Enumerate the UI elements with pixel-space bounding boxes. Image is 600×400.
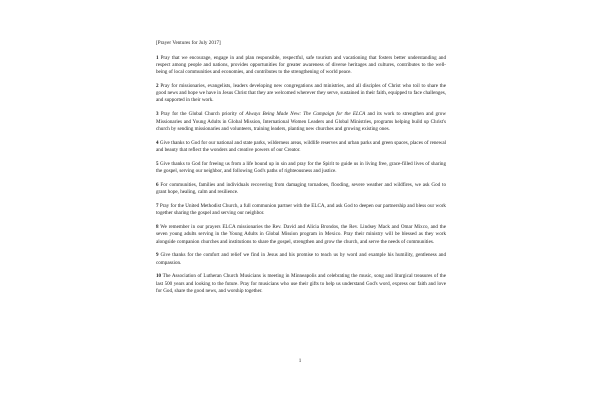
entry-text-5: Give thanks to God for freeing us from a life bound up in sin and pray for the Spirit to guide us in living free, grace-filled lives of sharing the gospel, serving our neighbor, and following God's paths of righteousness and justice.: [156, 160, 446, 174]
entry-number-3: 3: [156, 111, 159, 118]
entry-number-10: 10: [156, 273, 162, 280]
prayer-entry-8: [156, 224, 446, 246]
entry-text-6: For communities, families and individuals recovering from damaging tornadoes, flooding, severe weather and wildfires, we ask God to grant hope, healing, calm and resilience.: [156, 181, 446, 196]
document-body: [156, 40, 446, 302]
entry-number-9: 9: [156, 252, 159, 259]
prayer-entry-3: [156, 111, 446, 133]
prayer-entry-2: [156, 83, 446, 105]
entry-number-7: 7: [156, 202, 159, 209]
entry-text-10: The Association of Lutheran Church Musicians is meeting in Minneapolis and celebrating the music, song and liturgical treasures of the last 500 years and looking to the future. Pray for musicians who use their gifts to help us understand God's word, express our faith and love for God, share the good news, and worship together.: [156, 273, 446, 294]
entry-number-2: 2: [156, 82, 159, 89]
entry-text-3-after: and its work to strengthen and grow Missionaries and Young Adults in Global Mission, International Women Leaders and Global Ministries, programs helping build up Christ's church by sending missionaries and volunteers, training leaders, planting new churches and growing existing ones.: [156, 111, 447, 132]
entry-number-6: 6: [156, 181, 159, 188]
document-title: [Prayer Ventures for July 2017]: [156, 40, 221, 46]
campaign-title: Always Being Made New: The Campaign for the ELCA: [245, 111, 366, 118]
prayer-entry-9: [156, 252, 446, 267]
prayer-entry-7: [156, 203, 446, 218]
prayer-entry-10: [156, 273, 446, 295]
prayer-entry-5: [156, 161, 446, 176]
page-number: 1: [298, 358, 302, 364]
prayer-entry-4: [156, 140, 446, 155]
prayer-entry-6: [156, 182, 446, 197]
entry-number-4: 4: [156, 139, 159, 146]
entry-number-1: 1: [156, 54, 159, 61]
entry-text-7: Pray for the United Methodist Church, a full communion partner with the ELCA, and ask God to deepen our partnership and bless our work together sharing the gospel and serving our neighbor.: [156, 202, 446, 217]
entry-text-8: We remember in our prayers ELCA missionaries the Rev. David and Alicia Brondos, the Rev. Lindsey Mack and Omar Mixco, and the seven young adults serving in the Young Adults in Global Mission program in Mexico. Pray their ministry will be blessed as they work alongside companion churches and institutions to share the gospel, strengthen and grow the church, and serve the needs of communities.: [156, 224, 446, 245]
entry-text-1: Pray that we encourage, engage in and plan responsible, respectful, safe tourism and vacationing that fosters better understanding and respect among people and nations, provides opportunities for greater awareness of diverse heritages and cultures, contributes to the well-being of local communities and economies, and contributes to the strengthening of world peace.: [156, 54, 446, 76]
entry-text-4: Give thanks to God for our national and state parks, wilderness areas, wildlife reserves and urban parks and green spaces, places of renewal and beauty that reflect the wonders and creative powers of our Creator.: [156, 139, 446, 153]
entry-number-5: 5: [156, 160, 159, 167]
entry-number-8: 8: [156, 224, 159, 230]
entry-text-2: Pray for missionaries, evangelists, leaders developing new congregations and ministries, and all disciples of Christ who toil to share the good news and hope we have in Jesus Christ that they are welcomed wherever they serve, sustained in their faith, equipped to face challenges, and supported in their work.: [156, 82, 446, 104]
entry-text-9: Give thanks for the comfort and relief we find in Jesus and his promise to teach us by word and example his humility, gentleness and compassion.: [156, 252, 446, 266]
prayer-entry-1: [156, 55, 446, 77]
entry-text-3-before: Pray for the Global Church priority of: [160, 111, 246, 118]
